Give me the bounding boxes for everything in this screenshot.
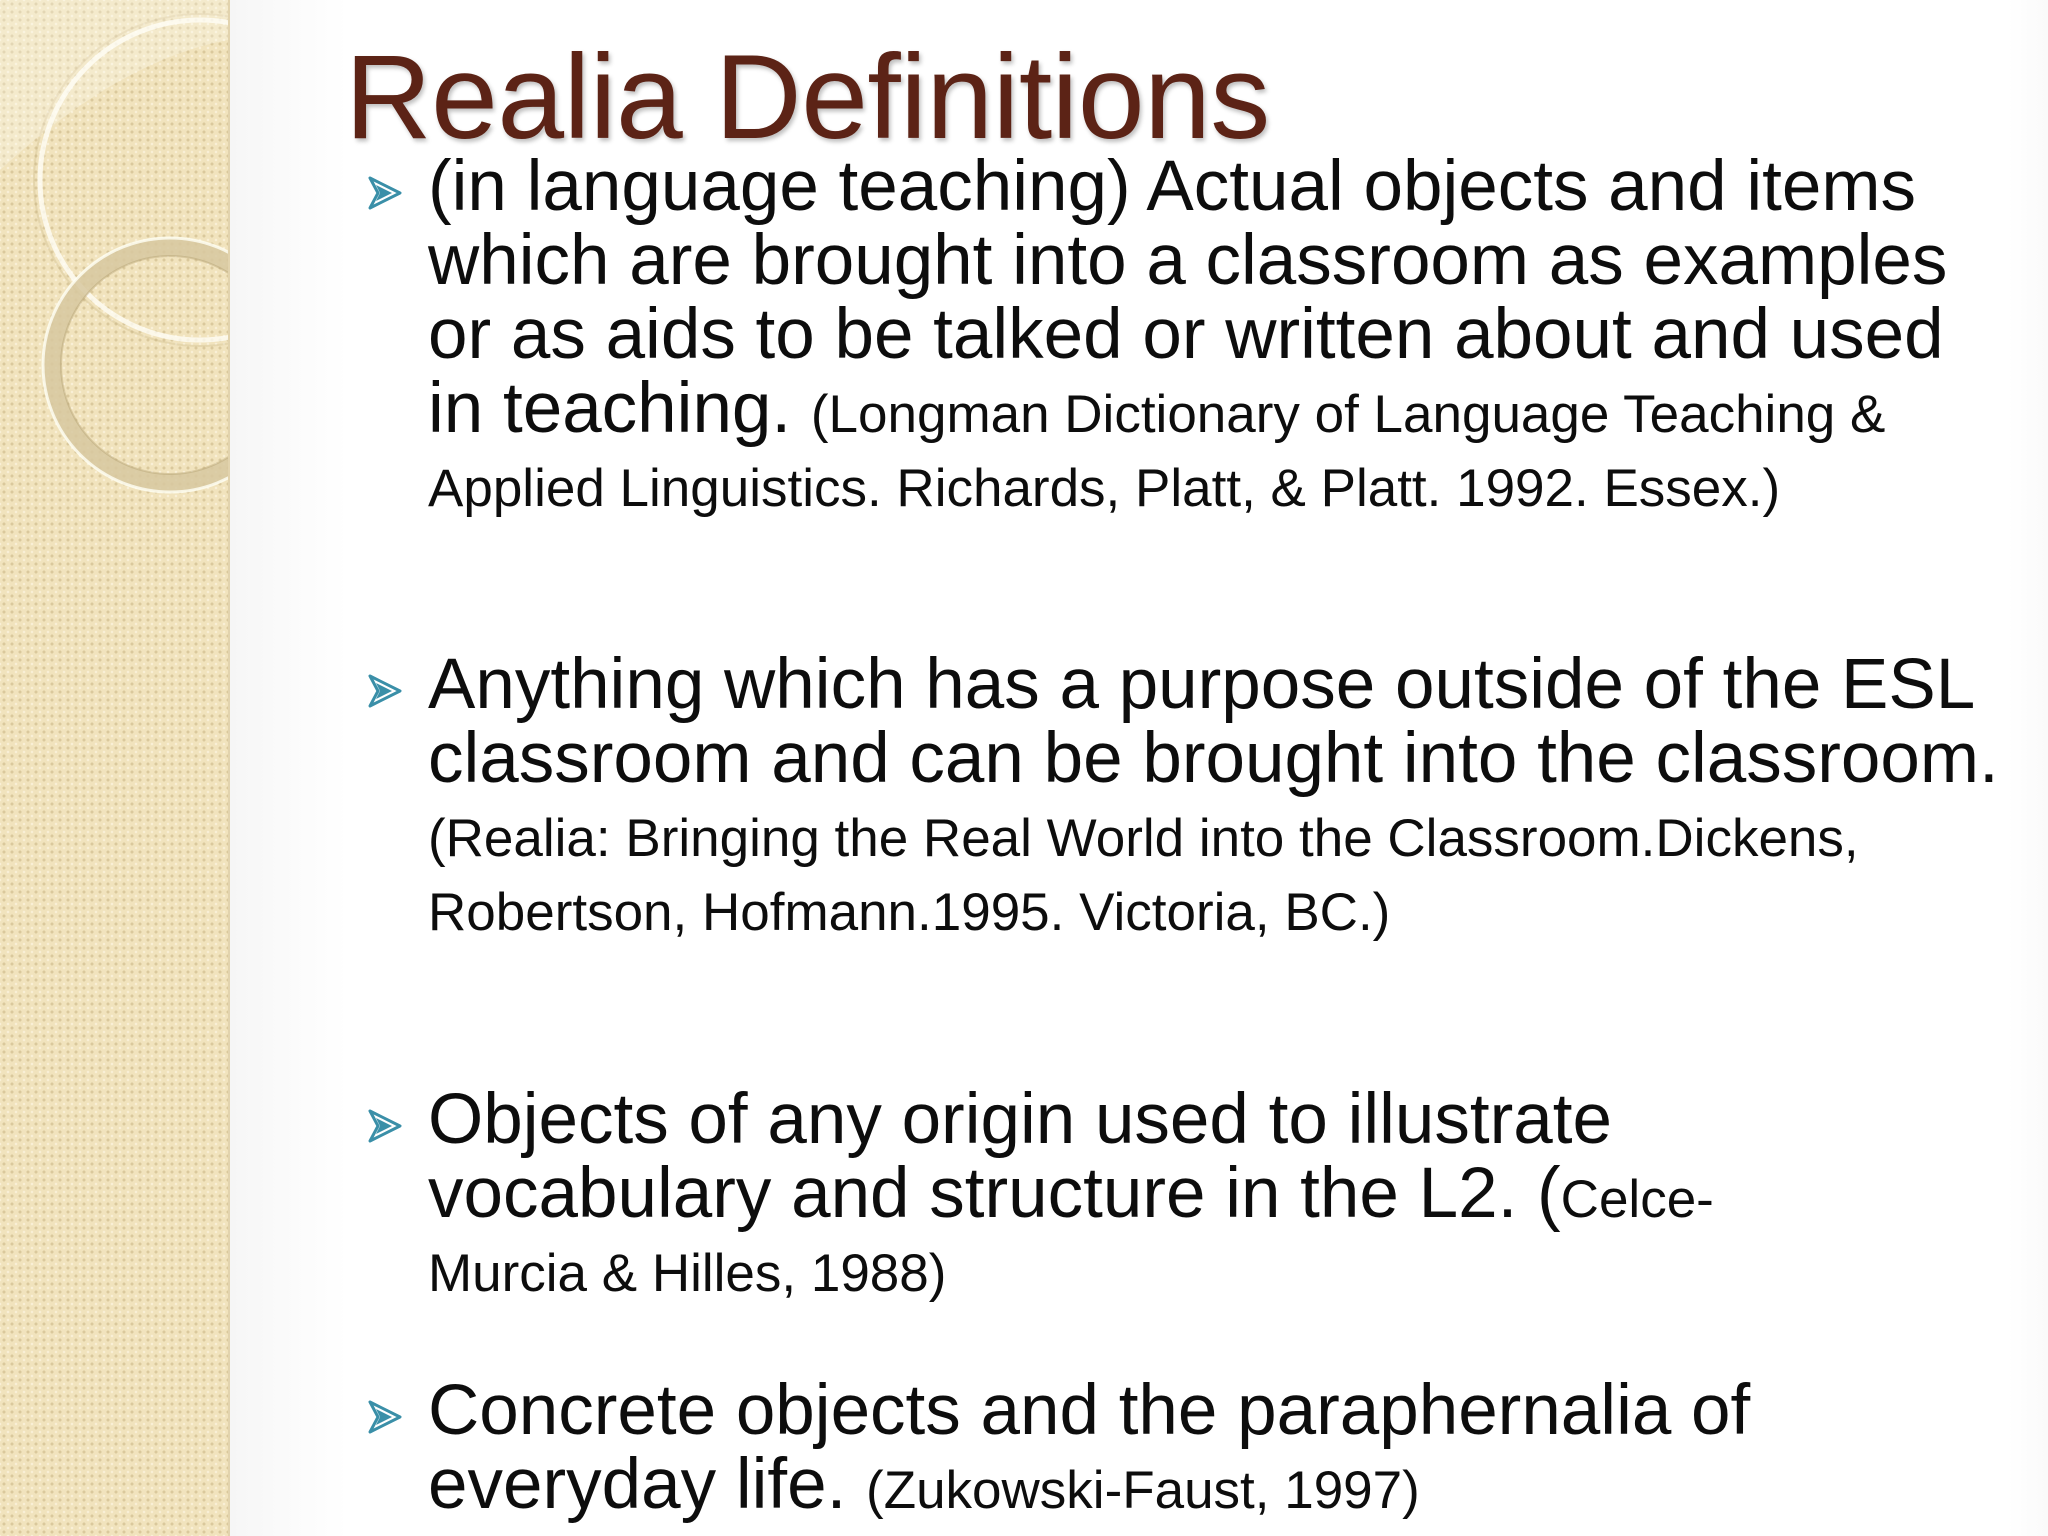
arrowhead-bullet-icon (366, 1107, 404, 1145)
definition-citation: (Longman Dictionary of Language Teaching & Applied Linguistics. Richards, Platt, & Platt. 1992. Essex.) (428, 385, 1886, 518)
definition-text (428, 147, 2008, 520)
definition-item (360, 1080, 2048, 1305)
definition-item (360, 147, 2048, 520)
definition-text (428, 645, 2008, 944)
definition-main-text: Objects of any origin used to illustrate vocabulary and structure in the L2. ( (428, 1080, 1612, 1233)
ring-ornament-icon (0, 0, 228, 520)
definition-item (360, 645, 2048, 944)
definition-text (428, 1371, 2008, 1524)
definition-main-text: Anything which has a purpose outside of the ESL classroom and can be brought into the classroom. (428, 645, 1999, 798)
definition-citation: (Realia: Bringing the Real World into the Classroom.Dickens, Robertson, Hofmann.1995. Victoria, BC.) (428, 809, 1859, 942)
decorative-side-panel (0, 0, 230, 1536)
arrowhead-bullet-icon (366, 174, 404, 212)
definition-main-text: Concrete objects and the paraphernalia of everyday life. (428, 1371, 1751, 1524)
arrowhead-bullet-icon (366, 672, 404, 710)
definition-text (428, 1080, 1848, 1305)
definition-citation: Celce-Murcia & Hilles, 1988) (428, 1170, 1714, 1303)
definition-citation: (Zukowski-Faust, 1997) (866, 1461, 1420, 1520)
arrowhead-bullet-icon (366, 1398, 404, 1436)
slide-title: Realia Definitions (345, 30, 1270, 164)
definition-main-text: (in language teaching) Actual objects and items which are brought into a classroom as examples or as aids to be talked or written about and used in teaching. (428, 147, 1948, 448)
definition-item (360, 1371, 2048, 1524)
